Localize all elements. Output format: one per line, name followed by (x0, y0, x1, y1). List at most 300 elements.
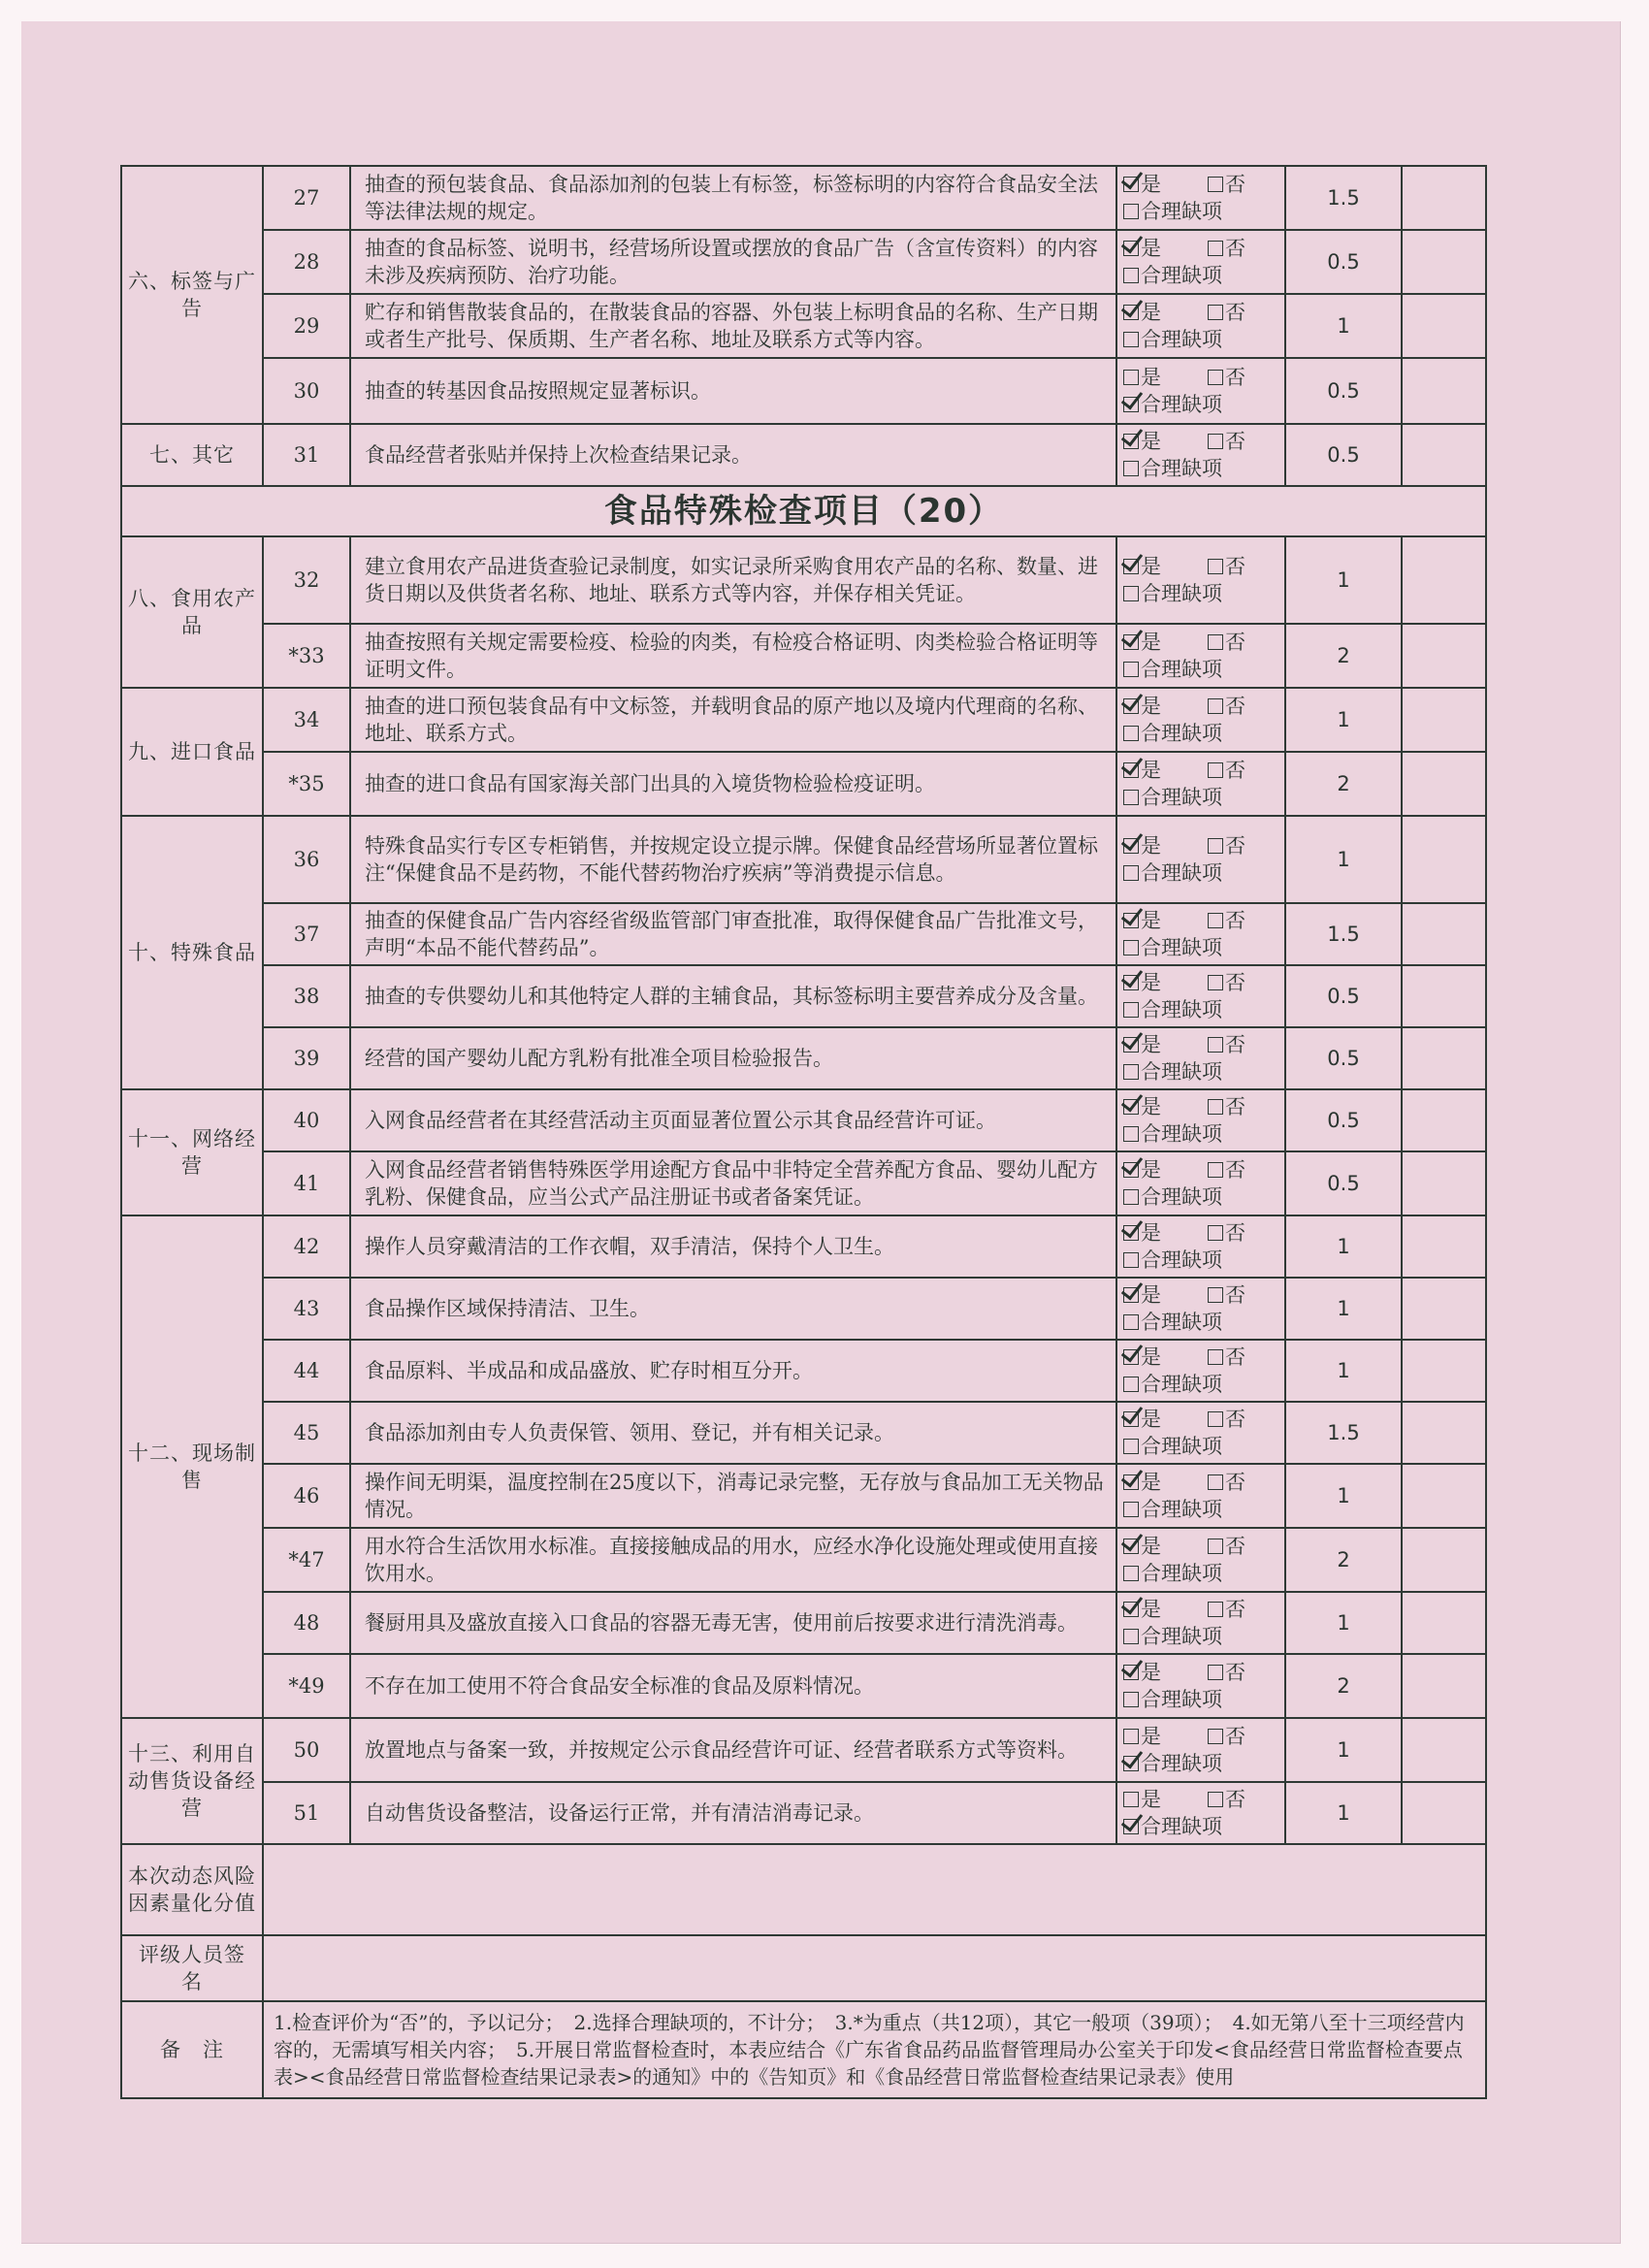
no-checkbox[interactable] (1208, 1411, 1223, 1427)
item-number: 44 (263, 1340, 350, 1402)
item-content: 入网食品经营者在其经营活动主页面显著位置公示其食品经营许可证。 (350, 1089, 1116, 1151)
reasonable-missing-checkbox[interactable] (1123, 1189, 1139, 1205)
reasonable-missing-label: 合理缺项 (1141, 200, 1222, 223)
no-label: 否 (1225, 555, 1245, 578)
table-row (121, 1151, 1486, 1215)
reasonable-missing-checkbox[interactable] (1123, 1692, 1139, 1707)
yes-checkbox[interactable] (1123, 1349, 1139, 1365)
reasonable-missing-checkbox[interactable] (1123, 1819, 1139, 1834)
reasonable-missing-checkbox[interactable] (1123, 1629, 1139, 1644)
no-label: 否 (1225, 301, 1245, 324)
item-score: 0.5 (1285, 1027, 1402, 1089)
evaluation-cell (1116, 1278, 1285, 1340)
reasonable-missing-checkbox[interactable] (1123, 586, 1139, 601)
evaluation-cell (1116, 965, 1285, 1027)
table-row (121, 752, 1486, 816)
table-row (121, 816, 1486, 903)
reasonable-missing-label: 合理缺项 (1141, 722, 1222, 745)
table-row (121, 1464, 1486, 1528)
no-label: 否 (1225, 1158, 1245, 1182)
item-score: 2 (1285, 752, 1402, 816)
no-checkbox[interactable] (1208, 1539, 1223, 1554)
evaluation-cell (1116, 536, 1285, 624)
reasonable-missing-checkbox[interactable] (1123, 1502, 1139, 1517)
reasonable-missing-label: 合理缺项 (1141, 1060, 1222, 1084)
reasonable-missing-checkbox[interactable] (1123, 865, 1139, 881)
item-score: 0.5 (1285, 1151, 1402, 1215)
yes-checkbox[interactable] (1123, 838, 1139, 854)
reasonable-missing-checkbox[interactable] (1123, 1439, 1139, 1454)
item-score: 1 (1285, 688, 1402, 752)
item-number: 32 (263, 536, 350, 624)
item-number: 48 (263, 1592, 350, 1654)
category-cell: 十三、利用自动售货设备经营 (121, 1718, 263, 1844)
yes-checkbox[interactable] (1123, 1729, 1139, 1744)
deduction-cell[interactable] (1402, 536, 1486, 624)
yes-checkbox[interactable] (1123, 434, 1139, 449)
item-content: 建立食用农产品进货查验记录制度，如实记录所采购食用农产品的名称、数量、进货日期以及供货者名称、地址、联系方式等内容，并保存相关凭证。 (350, 536, 1116, 624)
yes-checkbox[interactable] (1123, 762, 1139, 778)
no-checkbox[interactable] (1208, 698, 1223, 714)
item-score: 1 (1285, 536, 1402, 624)
item-number: 45 (263, 1402, 350, 1464)
item-number: 39 (263, 1027, 350, 1089)
item-number: 27 (263, 166, 350, 230)
reasonable-missing-checkbox[interactable] (1123, 726, 1139, 741)
no-checkbox[interactable] (1208, 241, 1223, 256)
reasonable-missing-label: 合理缺项 (1141, 1498, 1222, 1521)
reasonable-missing-checkbox[interactable] (1123, 268, 1139, 283)
table-row (121, 1654, 1486, 1718)
item-number: 41 (263, 1151, 350, 1215)
no-label: 否 (1225, 366, 1245, 389)
item-content: 操作人员穿戴清洁的工作衣帽，双手清洁，保持个人卫生。 (350, 1215, 1116, 1278)
table-row (121, 965, 1486, 1027)
yes-checkbox[interactable] (1123, 975, 1139, 990)
evaluation-cell (1116, 1340, 1285, 1402)
evaluation-cell (1116, 1151, 1285, 1215)
deduction-cell[interactable] (1402, 358, 1486, 424)
yes-checkbox[interactable] (1123, 241, 1139, 256)
table-row (121, 1402, 1486, 1464)
no-checkbox[interactable] (1208, 913, 1223, 928)
special-items-section (121, 536, 1486, 1844)
evaluation-cell (1116, 1464, 1285, 1528)
deduction-cell[interactable] (1402, 1592, 1486, 1654)
no-checkbox[interactable] (1208, 762, 1223, 778)
yes-label: 是 (1141, 1033, 1161, 1056)
notes-text: 1.检查评价为“否”的，予以记分； 2.选择合理缺项的，不计分； 3.*为重点（共12项），其它一般项（39项）； 4.如无第八至十三项经营内容的，无需填写相关内容； 5.开展日常监督检查时，本表应结合《广东省食品药品监督管理局办公室关于印发<食品经营日常监督检查要点表><食品经营日常监督检查结果记录表>的通知》中的《告知页》和《食品经营日常监督检查结果记录表》使用 (263, 2001, 1486, 2098)
evaluation-cell (1116, 752, 1285, 816)
item-score: 1 (1285, 1782, 1402, 1844)
evaluation-cell (1116, 358, 1285, 424)
deduction-cell[interactable] (1402, 816, 1486, 903)
reasonable-missing-label: 合理缺项 (1141, 328, 1222, 351)
evaluation-cell (1116, 1215, 1285, 1278)
yes-checkbox[interactable] (1123, 1602, 1139, 1617)
no-label: 否 (1225, 834, 1245, 858)
no-checkbox[interactable] (1208, 1349, 1223, 1365)
yes-checkbox[interactable] (1123, 1792, 1139, 1807)
item-number: 30 (263, 358, 350, 424)
table-row (121, 424, 1486, 486)
item-content: 特殊食品实行专区专柜销售，并按规定设立提示牌。保健食品经营场所显著位置标注“保健食品不是药物，不能代替药物治疗疾病”等消费提示信息。 (350, 816, 1116, 903)
table-row (121, 1027, 1486, 1089)
table-row (121, 1278, 1486, 1340)
yes-checkbox[interactable] (1123, 1099, 1139, 1115)
item-score: 1.5 (1285, 903, 1402, 965)
evaluation-cell (1116, 1592, 1285, 1654)
item-content: 放置地点与备案一致，并按规定公示食品经营许可证、经营者联系方式等资料。 (350, 1718, 1116, 1782)
item-score: 0.5 (1285, 965, 1402, 1027)
no-checkbox[interactable] (1208, 1099, 1223, 1115)
no-checkbox[interactable] (1208, 1665, 1223, 1680)
item-number: *33 (263, 624, 350, 688)
item-score: 1 (1285, 1592, 1402, 1654)
yes-label: 是 (1141, 555, 1161, 578)
no-label: 否 (1225, 1471, 1245, 1494)
evaluation-cell (1116, 1402, 1285, 1464)
reasonable-missing-label: 合理缺项 (1141, 936, 1222, 959)
no-checkbox[interactable] (1208, 1602, 1223, 1617)
item-content: 不存在加工使用不符合食品安全标准的食品及原料情况。 (350, 1654, 1116, 1718)
yes-checkbox[interactable] (1123, 370, 1139, 385)
yes-label: 是 (1141, 695, 1161, 718)
item-content: 食品原料、半成品和成品盛放、贮存时相互分开。 (350, 1340, 1116, 1402)
item-content: 抽查的预包装食品、食品添加剂的包装上有标签，标签标明的内容符合食品安全法等法律法规的规定。 (350, 166, 1116, 230)
item-content: 自动售货设备整洁，设备运行正常，并有清洁消毒记录。 (350, 1782, 1116, 1844)
item-score: 2 (1285, 1654, 1402, 1718)
category-cell: 八、食用农产品 (121, 536, 263, 688)
deduction-cell[interactable] (1402, 1402, 1486, 1464)
item-score: 1 (1285, 1340, 1402, 1402)
table-row (121, 358, 1486, 424)
deduction-cell[interactable] (1402, 903, 1486, 965)
reasonable-missing-label: 合理缺项 (1141, 1311, 1222, 1334)
deduction-cell[interactable] (1402, 1151, 1486, 1215)
yes-checkbox[interactable] (1123, 1162, 1139, 1178)
item-score: 0.5 (1285, 1089, 1402, 1151)
no-checkbox[interactable] (1208, 305, 1223, 320)
item-score: 1.5 (1285, 166, 1402, 230)
no-checkbox[interactable] (1208, 559, 1223, 574)
reasonable-missing-checkbox[interactable] (1123, 1756, 1139, 1771)
item-content: 抽查的食品标签、说明书，经营场所设置或摆放的食品广告（含宣传资料）的内容未涉及疾病预防、治疗功能。 (350, 230, 1116, 294)
yes-checkbox[interactable] (1123, 1287, 1139, 1303)
item-content: 经营的国产婴幼儿配方乳粉有批准全项目检验报告。 (350, 1027, 1116, 1089)
no-label: 否 (1225, 1535, 1245, 1558)
no-label: 否 (1225, 971, 1245, 994)
risk-score-field[interactable] (263, 1844, 1486, 1935)
signer-field[interactable] (263, 1935, 1486, 2001)
deduction-cell[interactable] (1402, 424, 1486, 486)
risk-score-label: 本次动态风险因素量化分值 (121, 1844, 263, 1935)
item-score: 1.5 (1285, 1402, 1402, 1464)
yes-checkbox[interactable] (1123, 177, 1139, 192)
reasonable-missing-checkbox[interactable] (1123, 1064, 1139, 1080)
reasonable-missing-checkbox[interactable] (1123, 397, 1139, 412)
deduction-cell[interactable] (1402, 166, 1486, 230)
no-checkbox[interactable] (1208, 177, 1223, 192)
reasonable-missing-label: 合理缺项 (1141, 998, 1222, 1021)
no-checkbox[interactable] (1208, 634, 1223, 650)
signer-label: 评级人员签 名 (121, 1935, 263, 2001)
no-label: 否 (1225, 759, 1245, 782)
reasonable-missing-checkbox[interactable] (1123, 1126, 1139, 1142)
reasonable-missing-checkbox[interactable] (1123, 1002, 1139, 1018)
no-label: 否 (1225, 1408, 1245, 1431)
deduction-cell[interactable] (1402, 1215, 1486, 1278)
yes-label: 是 (1141, 1535, 1161, 1558)
deduction-cell[interactable] (1402, 1340, 1486, 1402)
yes-label: 是 (1141, 430, 1161, 453)
table-row (121, 1340, 1486, 1402)
reasonable-missing-checkbox[interactable] (1123, 1377, 1139, 1392)
item-score: 1 (1285, 1215, 1402, 1278)
item-content: 抽查的保健食品广告内容经省级监管部门审查批准，取得保健食品广告批准文号，声明“本品不能代替药品”。 (350, 903, 1116, 965)
table-row (121, 1782, 1486, 1844)
item-score: 0.5 (1285, 230, 1402, 294)
yes-label: 是 (1141, 1661, 1161, 1684)
item-score: 1 (1285, 1278, 1402, 1340)
item-content: 用水符合生活饮用水标准。直接接触成品的用水，应经水净化设施处理或使用直接饮用水。 (350, 1528, 1116, 1592)
evaluation-cell (1116, 1528, 1285, 1592)
item-number: 34 (263, 688, 350, 752)
yes-checkbox[interactable] (1123, 1225, 1139, 1241)
yes-checkbox[interactable] (1123, 1539, 1139, 1554)
table-row (121, 1718, 1486, 1782)
yes-checkbox[interactable] (1123, 698, 1139, 714)
item-content: 抽查的转基因食品按照规定显著标识。 (350, 358, 1116, 424)
deduction-cell[interactable] (1402, 230, 1486, 294)
item-number: 46 (263, 1464, 350, 1528)
item-score: 2 (1285, 1528, 1402, 1592)
yes-label: 是 (1141, 173, 1161, 196)
deduction-cell[interactable] (1402, 1528, 1486, 1592)
deduction-cell[interactable] (1402, 294, 1486, 358)
yes-label: 是 (1141, 301, 1161, 324)
special-items-header (121, 486, 1486, 536)
item-content: 抽查按照有关规定需要检疫、检验的肉类，有检疫合格证明、肉类检验合格证明等证明文件。 (350, 624, 1116, 688)
notes-label: 备 注 (121, 2001, 263, 2098)
yes-label: 是 (1141, 1095, 1161, 1118)
reasonable-missing-label: 合理缺项 (1141, 1248, 1222, 1272)
reasonable-missing-label: 合理缺项 (1141, 1435, 1222, 1458)
yes-label: 是 (1141, 1471, 1161, 1494)
reasonable-missing-label: 合理缺项 (1141, 1815, 1222, 1838)
no-checkbox[interactable] (1208, 838, 1223, 854)
yes-checkbox[interactable] (1123, 559, 1139, 574)
reasonable-missing-checkbox[interactable] (1123, 662, 1139, 677)
evaluation-cell (1116, 1782, 1285, 1844)
no-label: 否 (1225, 1033, 1245, 1056)
deduction-cell[interactable] (1402, 1464, 1486, 1528)
table-row (121, 166, 1486, 230)
reasonable-missing-label: 合理缺项 (1141, 1562, 1222, 1585)
no-label: 否 (1225, 1725, 1245, 1748)
item-number: 43 (263, 1278, 350, 1340)
no-label: 否 (1225, 695, 1245, 718)
no-label: 否 (1225, 1095, 1245, 1118)
inspection-table (120, 165, 1487, 2099)
evaluation-cell (1116, 1654, 1285, 1718)
reasonable-missing-label: 合理缺项 (1141, 1185, 1222, 1209)
category-cell: 六、标签与广告 (121, 166, 263, 424)
item-score: 1 (1285, 1464, 1402, 1528)
no-label: 否 (1225, 430, 1245, 453)
special-items-title: 食品特殊检查项目（20） (121, 486, 1486, 536)
reasonable-missing-checkbox[interactable] (1123, 204, 1139, 219)
no-label: 否 (1225, 1345, 1245, 1369)
deduction-cell[interactable] (1402, 1718, 1486, 1782)
item-number: 50 (263, 1718, 350, 1782)
yes-label: 是 (1141, 1788, 1161, 1811)
category-cell: 九、进口食品 (121, 688, 263, 816)
yes-checkbox[interactable] (1123, 913, 1139, 928)
item-score: 1 (1285, 294, 1402, 358)
yes-label: 是 (1141, 971, 1161, 994)
deduction-cell[interactable] (1402, 1027, 1486, 1089)
no-label: 否 (1225, 1283, 1245, 1307)
item-score: 0.5 (1285, 424, 1402, 486)
reasonable-missing-checkbox[interactable] (1123, 1314, 1139, 1330)
evaluation-cell (1116, 424, 1285, 486)
reasonable-missing-label: 合理缺项 (1141, 1373, 1222, 1396)
item-number: 51 (263, 1782, 350, 1844)
yes-label: 是 (1141, 1221, 1161, 1245)
evaluation-cell (1116, 903, 1285, 965)
no-checkbox[interactable] (1208, 1287, 1223, 1303)
reasonable-missing-label: 合理缺项 (1141, 1122, 1222, 1146)
reasonable-missing-label: 合理缺项 (1141, 786, 1222, 809)
reasonable-missing-label: 合理缺项 (1141, 264, 1222, 287)
yes-label: 是 (1141, 631, 1161, 654)
no-label: 否 (1225, 631, 1245, 654)
reasonable-missing-label: 合理缺项 (1141, 861, 1222, 885)
item-number: 37 (263, 903, 350, 965)
yes-checkbox[interactable] (1123, 1665, 1139, 1680)
item-number: 38 (263, 965, 350, 1027)
yes-label: 是 (1141, 759, 1161, 782)
item-content: 食品添加剂由专人负责保管、领用、登记，并有相关记录。 (350, 1402, 1116, 1464)
reasonable-missing-checkbox[interactable] (1123, 790, 1139, 805)
deduction-cell[interactable] (1402, 965, 1486, 1027)
table-row (121, 1528, 1486, 1592)
evaluation-cell (1116, 1718, 1285, 1782)
item-number: 31 (263, 424, 350, 486)
evaluation-cell (1116, 1089, 1285, 1151)
no-checkbox[interactable] (1208, 1729, 1223, 1744)
item-content: 操作间无明渠，温度控制在25度以下，消毒记录完整，无存放与食品加工无关物品情况。 (350, 1464, 1116, 1528)
deduction-cell[interactable] (1402, 688, 1486, 752)
evaluation-cell (1116, 688, 1285, 752)
yes-label: 是 (1141, 1598, 1161, 1621)
yes-checkbox[interactable] (1123, 1411, 1139, 1427)
yes-checkbox[interactable] (1123, 634, 1139, 650)
reasonable-missing-label: 合理缺项 (1141, 457, 1222, 480)
reasonable-missing-label: 合理缺项 (1141, 1752, 1222, 1775)
item-content: 餐厨用具及盛放直接入口食品的容器无毒无害，使用前后按要求进行清洗消毒。 (350, 1592, 1116, 1654)
table-row (121, 230, 1486, 294)
yes-label: 是 (1141, 1725, 1161, 1748)
item-number: 28 (263, 230, 350, 294)
deduction-cell[interactable] (1402, 752, 1486, 816)
yes-label: 是 (1141, 1408, 1161, 1431)
item-content: 抽查的进口食品有国家海关部门出具的入境货物检验检疫证明。 (350, 752, 1116, 816)
yes-checkbox[interactable] (1123, 305, 1139, 320)
item-number: 40 (263, 1089, 350, 1151)
yes-label: 是 (1141, 237, 1161, 260)
no-checkbox[interactable] (1208, 1225, 1223, 1241)
yes-label: 是 (1141, 1158, 1161, 1182)
no-label: 否 (1225, 1221, 1245, 1245)
category-cell: 七、其它 (121, 424, 263, 486)
category-cell: 十二、现场制售 (121, 1215, 263, 1718)
item-content: 抽查的进口预包装食品有中文标签，并载明食品的原产地以及境内代理商的名称、地址、联系方式。 (350, 688, 1116, 752)
item-score: 1 (1285, 1718, 1402, 1782)
item-number: *49 (263, 1654, 350, 1718)
reasonable-missing-checkbox[interactable] (1123, 1566, 1139, 1581)
item-number: 36 (263, 816, 350, 903)
no-checkbox[interactable] (1208, 1162, 1223, 1178)
yes-label: 是 (1141, 366, 1161, 389)
table-row (121, 1215, 1486, 1278)
evaluation-cell (1116, 624, 1285, 688)
no-label: 否 (1225, 1661, 1245, 1684)
reasonable-missing-label: 合理缺项 (1141, 393, 1222, 416)
no-checkbox[interactable] (1208, 1037, 1223, 1053)
deduction-cell[interactable] (1402, 1278, 1486, 1340)
deduction-cell[interactable] (1402, 1089, 1486, 1151)
yes-label: 是 (1141, 1345, 1161, 1369)
deduction-cell[interactable] (1402, 1782, 1486, 1844)
item-content: 食品操作区域保持清洁、卫生。 (350, 1278, 1116, 1340)
no-label: 否 (1225, 909, 1245, 932)
yes-label: 是 (1141, 1283, 1161, 1307)
item-content: 食品经营者张贴并保持上次检查结果记录。 (350, 424, 1116, 486)
reasonable-missing-checkbox[interactable] (1123, 461, 1139, 476)
reasonable-missing-checkbox[interactable] (1123, 332, 1139, 347)
no-checkbox[interactable] (1208, 1792, 1223, 1807)
no-checkbox[interactable] (1208, 975, 1223, 990)
yes-label: 是 (1141, 834, 1161, 858)
reasonable-missing-label: 合理缺项 (1141, 658, 1222, 681)
no-checkbox[interactable] (1208, 370, 1223, 385)
no-label: 否 (1225, 237, 1245, 260)
table-row (121, 624, 1486, 688)
table-row (121, 1592, 1486, 1654)
item-number: *47 (263, 1528, 350, 1592)
reasonable-missing-label: 合理缺项 (1141, 582, 1222, 605)
yes-checkbox[interactable] (1123, 1037, 1139, 1053)
item-number: *35 (263, 752, 350, 816)
deduction-cell[interactable] (1402, 624, 1486, 688)
reasonable-missing-checkbox[interactable] (1123, 940, 1139, 956)
evaluation-cell (1116, 816, 1285, 903)
reasonable-missing-checkbox[interactable] (1123, 1252, 1139, 1268)
no-checkbox[interactable] (1208, 434, 1223, 449)
item-score: 1 (1285, 816, 1402, 903)
category-cell: 十、特殊食品 (121, 816, 263, 1089)
deduction-cell[interactable] (1402, 1654, 1486, 1718)
evaluation-cell (1116, 166, 1285, 230)
reasonable-missing-label: 合理缺项 (1141, 1688, 1222, 1711)
no-checkbox[interactable] (1208, 1474, 1223, 1490)
yes-checkbox[interactable] (1123, 1474, 1139, 1490)
evaluation-cell (1116, 294, 1285, 358)
evaluation-cell (1116, 1027, 1285, 1089)
reasonable-missing-label: 合理缺项 (1141, 1625, 1222, 1648)
